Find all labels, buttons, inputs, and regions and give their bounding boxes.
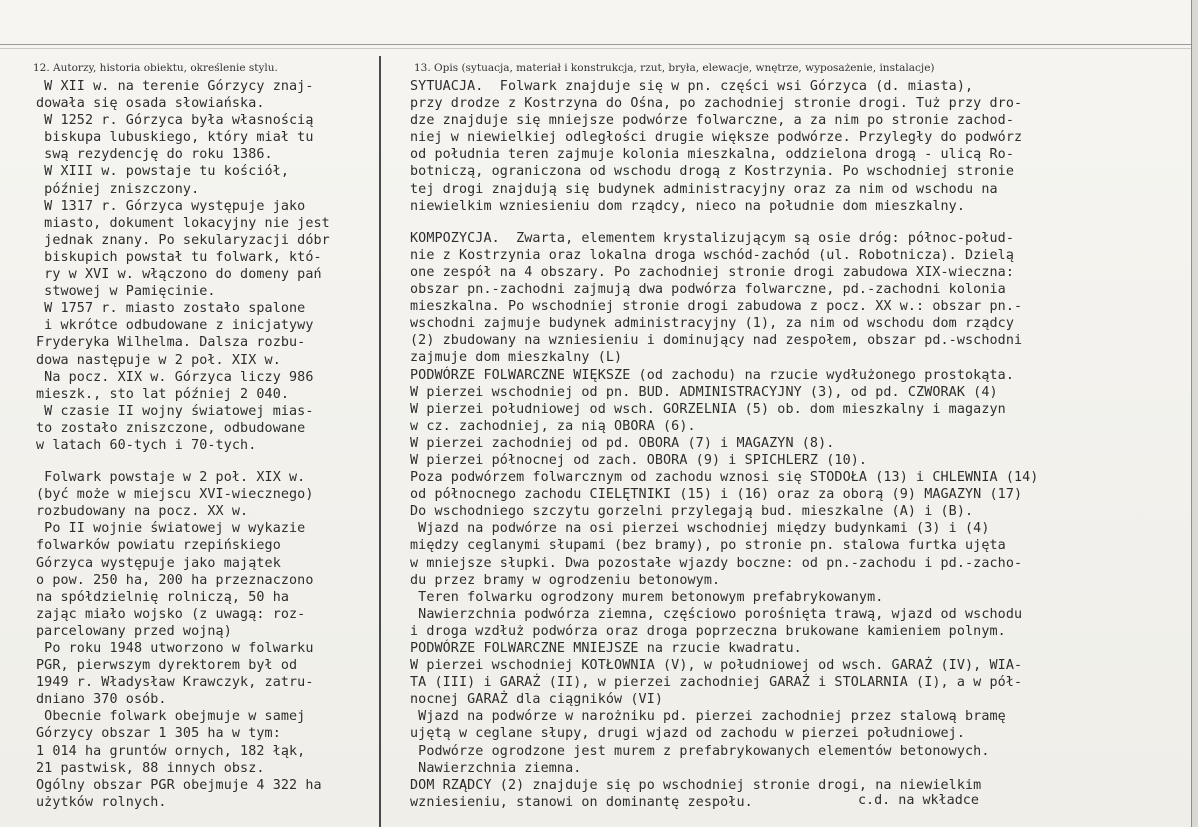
text-line: folwarków powiatu rzepińskiego — [36, 538, 281, 554]
text-line: PGR, pierwszym dyrektorem był od — [36, 658, 298, 674]
section-13-header: 13. Opis (sytuacja, materiał i konstrukcja, rzut, bryła, elewacje, wnętrze, wyposażenie, instalacje) — [414, 62, 935, 74]
text-line: obszar pn.-zachodni zajmują dwa podwórza folwarczne, pd.-zachodni kolonia — [410, 282, 1006, 298]
text-line: w latach 60-tych i 70-tych. — [36, 437, 257, 453]
top-border-line-inner — [0, 48, 1198, 49]
text-line: 21 pastwisk, 88 innych obsz. — [36, 760, 265, 776]
text-line: biskupich powstał tu folwark, któ- — [36, 249, 322, 265]
text-line: W czasie II wojny światowej mias- — [36, 403, 314, 419]
text-line: dowa następuje w 2 poł. XIX w. — [36, 352, 281, 368]
text-line: miasto, dokument lokacyjny nie jest — [36, 215, 330, 231]
history-column — [36, 78, 378, 811]
text-line: wschodni zajmuje budynek administracyjny (1), za nim od wschodu dom rządcy — [410, 316, 1014, 332]
text-line: od północnego zachodu CIELĘTNIKI (15) i (16) oraz za oborą (9) MAGAZYN (17) — [410, 487, 1023, 503]
description-column — [410, 78, 1194, 811]
text-line: parcelowany przed wojną) — [36, 623, 232, 639]
text-line: mieszk., sto lat później 2 040. — [36, 386, 290, 402]
text-line: dniano 370 osób. — [36, 692, 167, 708]
text-line: swą rezydencję do roku 1386. — [36, 147, 273, 163]
text-line: Na pocz. XIX w. Górzyca liczy 986 — [36, 369, 314, 385]
text-line: W pierzei wschodniej KOTŁOWNIA (V), w południowej od wsch. GARAŻ (IV), WIA- — [410, 658, 1023, 674]
text-line: PODWÓRZE FOLWARCZNE WIĘKSZE (od zachodu) na rzucie wydłużonego prostokąta. — [410, 367, 1014, 383]
text-line: PODWÓRZE FOLWARCZNE MNIEJSZE na rzucie kwadratu. — [410, 641, 802, 656]
text-line: (2) zbudowany na wzniesieniu i dominujący nad zespołem, obszar pd.-wschodni — [410, 333, 1023, 349]
text-line: jednak znany. Po sekularyzacji dóbr — [36, 232, 330, 248]
text-line: W pierzei zachodniej od pd. OBORA (7) i MAGAZYN (8). — [410, 435, 835, 451]
text-line: mieszkalna. Po wschodniej stronie drogi zabudowa z pocz. XX w.: obszar pn.- — [410, 299, 1023, 315]
top-border-line — [0, 44, 1198, 45]
text-line: dze znajduje się mniejsze podwórze folwarczne, a za nim po stronie zachod- — [410, 113, 1014, 129]
text-line: Nawierzchnia ziemna. — [410, 760, 582, 776]
text-line: nie z Kostrzynia oraz lokalna droga wschód-zachód (ul. Robotnicza). Dzielą — [410, 247, 1014, 263]
text-line: Podwórze ogrodzone jest murem z prefabrykowanych elementów betonowych. — [410, 743, 990, 759]
text-line: wzniesieniu, stanowi on dominantę zespołu. — [410, 794, 753, 810]
text-line: Folwark powstaje w 2 poł. XIX w. — [36, 470, 306, 486]
text-line: zajmuje dom mieszkalny (L) — [410, 350, 623, 366]
text-line: niej w niewielkiej odległości drugie większe podwórze. Przyległy do podwórz — [410, 130, 1023, 146]
text-line: tej drogi znajdują się budynek administracyjny oraz za nim od wschodu na — [410, 181, 998, 197]
text-line: KOMPOZYCJA. Zwarta, elementem krystalizującym są osie dróg: północ-połud- — [410, 230, 1014, 246]
text-line: W 1317 r. Górzyca występuje jako — [36, 198, 306, 214]
text-line: W 1252 r. Górzyca była własnością — [36, 113, 314, 129]
text-line: niewielkim wzniesieniu dom rządcy, nieco na południe dom mieszkalny. — [410, 198, 966, 214]
text-line: Obecnie folwark obejmuje w samej — [36, 709, 306, 725]
text-line: du przez bramy w ogrodzeniu betonowym. — [410, 572, 721, 588]
text-line: w cz. zachodniej, za nią OBORA (6). — [410, 418, 696, 434]
text-line: DOM RZĄDCY (2) znajduje się po wschodniej stronie drogi, na niewielkim — [410, 777, 982, 793]
text-line: między ceglanymi słupami (bez bramy), po stronie pn. stalowa furtka ujęta — [410, 538, 1006, 554]
text-line: zając miało wojsko (z uwagą: roz- — [36, 606, 306, 622]
text-line: od południa teren zajmuje kolonia mieszkalna, oddzielona drogą - ulicą Ro- — [410, 147, 1014, 163]
text-line: w mniejsze słupki. Dwa pozostałe wjazdy boczne: od pn.-zachodu i pd.-zacho- — [410, 555, 1023, 571]
text-line: biskupa lubuskiego, który miał tu — [36, 130, 314, 146]
text-line: Do wschodniego szczytu gorzelni przylegają bud. mieszkalne (A) i (B). — [410, 504, 974, 520]
continuation-note: c.d. na wkładce — [858, 793, 979, 808]
text-line: Ogólny obszar PGR obejmuje 4 322 ha — [36, 777, 322, 793]
text-line: i droga wzdłuż podwórza oraz droga poprzeczna brukowane kamieniem polnym. — [410, 623, 1006, 639]
text-line: użytków rolnych. — [36, 794, 167, 810]
text-line: Po roku 1948 utworzono w folwarku — [36, 641, 314, 656]
text-line: Nawierzchnia podwórza ziemna, częściowo porośnięta trawą, wjazd od wschodu — [410, 606, 1023, 622]
column-divider — [379, 56, 381, 827]
text-line: Poza podwórzem folwarcznym od zachodu wznosi się STODOŁA (13) i CHLEWNIA (14) — [410, 470, 1039, 486]
text-line: i wkrótce odbudowane z inicjatywy — [36, 318, 314, 334]
text-line: SYTUACJA. Folwark znajduje się w pn. części wsi Górzyca (d. miasta), — [410, 79, 974, 94]
text-line: (być może w miejscu XVI-wiecznego) — [36, 487, 314, 503]
text-line: 1949 r. Władysław Krawczyk, zatru- — [36, 675, 314, 691]
text-line: przy drodze z Kostrzyna do Ośna, po zachodniej stronie drogi. Tuż przy dro- — [410, 96, 1023, 112]
text-line: botniczą, ograniczona od wschodu drogą z Kostrzynia. Po wschodniej stronie — [410, 164, 1014, 180]
text-line: nocnej GARAŻ dla ciągników (VI) — [410, 692, 664, 708]
text-line: później zniszczony. — [36, 181, 200, 197]
text-line: Górzycy obszar 1 305 ha w tym: — [36, 726, 281, 742]
text-line: W pierzei południowej od wsch. GORZELNIA (5) ob. dom mieszkalny i magazyn — [410, 401, 1006, 417]
text-line: to zostało zniszczone, odbudowane — [36, 420, 306, 436]
text-line: stwowej w Pamięcinie. — [36, 284, 216, 300]
text-line: Fryderyka Wilhelma. Dalsza rozbu- — [36, 335, 306, 351]
text-line: Wjazd na podwórze w narożniku pd. pierzei zachodniej przez stalową bramę — [410, 709, 1006, 725]
text-line: W pierzei północnej od zach. OBORA (9) i SPICHLERZ (10). — [410, 452, 868, 468]
text-line: W XIII w. powstaje tu kościół, — [36, 164, 290, 180]
text-line: o pow. 250 ha, 200 ha przeznaczono — [36, 572, 314, 588]
text-line: rozbudowany na pocz. XX w. — [36, 504, 249, 520]
text-line: 1 014 ha gruntów ornych, 182 łąk, — [36, 743, 306, 759]
section-12-header: 12. Autorzy, historia obiektu, określenie stylu. — [33, 62, 278, 74]
text-line: ujętą w ceglane słupy, drugi wjazd od zachodu w pierzei południowej. — [410, 726, 966, 742]
text-line: one zespół na 4 obszary. Po zachodniej stronie drogi zabudowa XIX-wieczna: — [410, 264, 1014, 280]
text-line: W XII w. na terenie Górzycy znaj- — [36, 79, 314, 94]
text-line: na spółdzielnię rolniczą, 50 ha — [36, 589, 290, 605]
text-line: W pierzei wschodniej od pn. BUD. ADMINISTRACYJNY (3), od pd. CZWORAK (4) — [410, 384, 998, 400]
text-line: TA (III) i GARAŻ (II), w pierzei zachodniej GARAŻ i STOLARNIA (I), a w pół- — [410, 675, 1023, 691]
text-line: W 1757 r. miasto zostało spalone — [36, 301, 306, 317]
text-line: Wjazd na podwórze na osi pierzei wschodniej między budynkami (3) i (4) — [410, 521, 990, 537]
text-line: Górzyca występuje jako majątek — [36, 555, 281, 571]
text-line: Po II wojnie światowej w wykazie — [36, 521, 306, 537]
text-line: ry w XVI w. włączono do domeny pań — [36, 267, 322, 283]
text-line: dowała się osada słowiańska. — [36, 96, 265, 112]
text-line: Teren folwarku ogrodzony murem betonowym prefabrykowanym. — [410, 589, 884, 605]
